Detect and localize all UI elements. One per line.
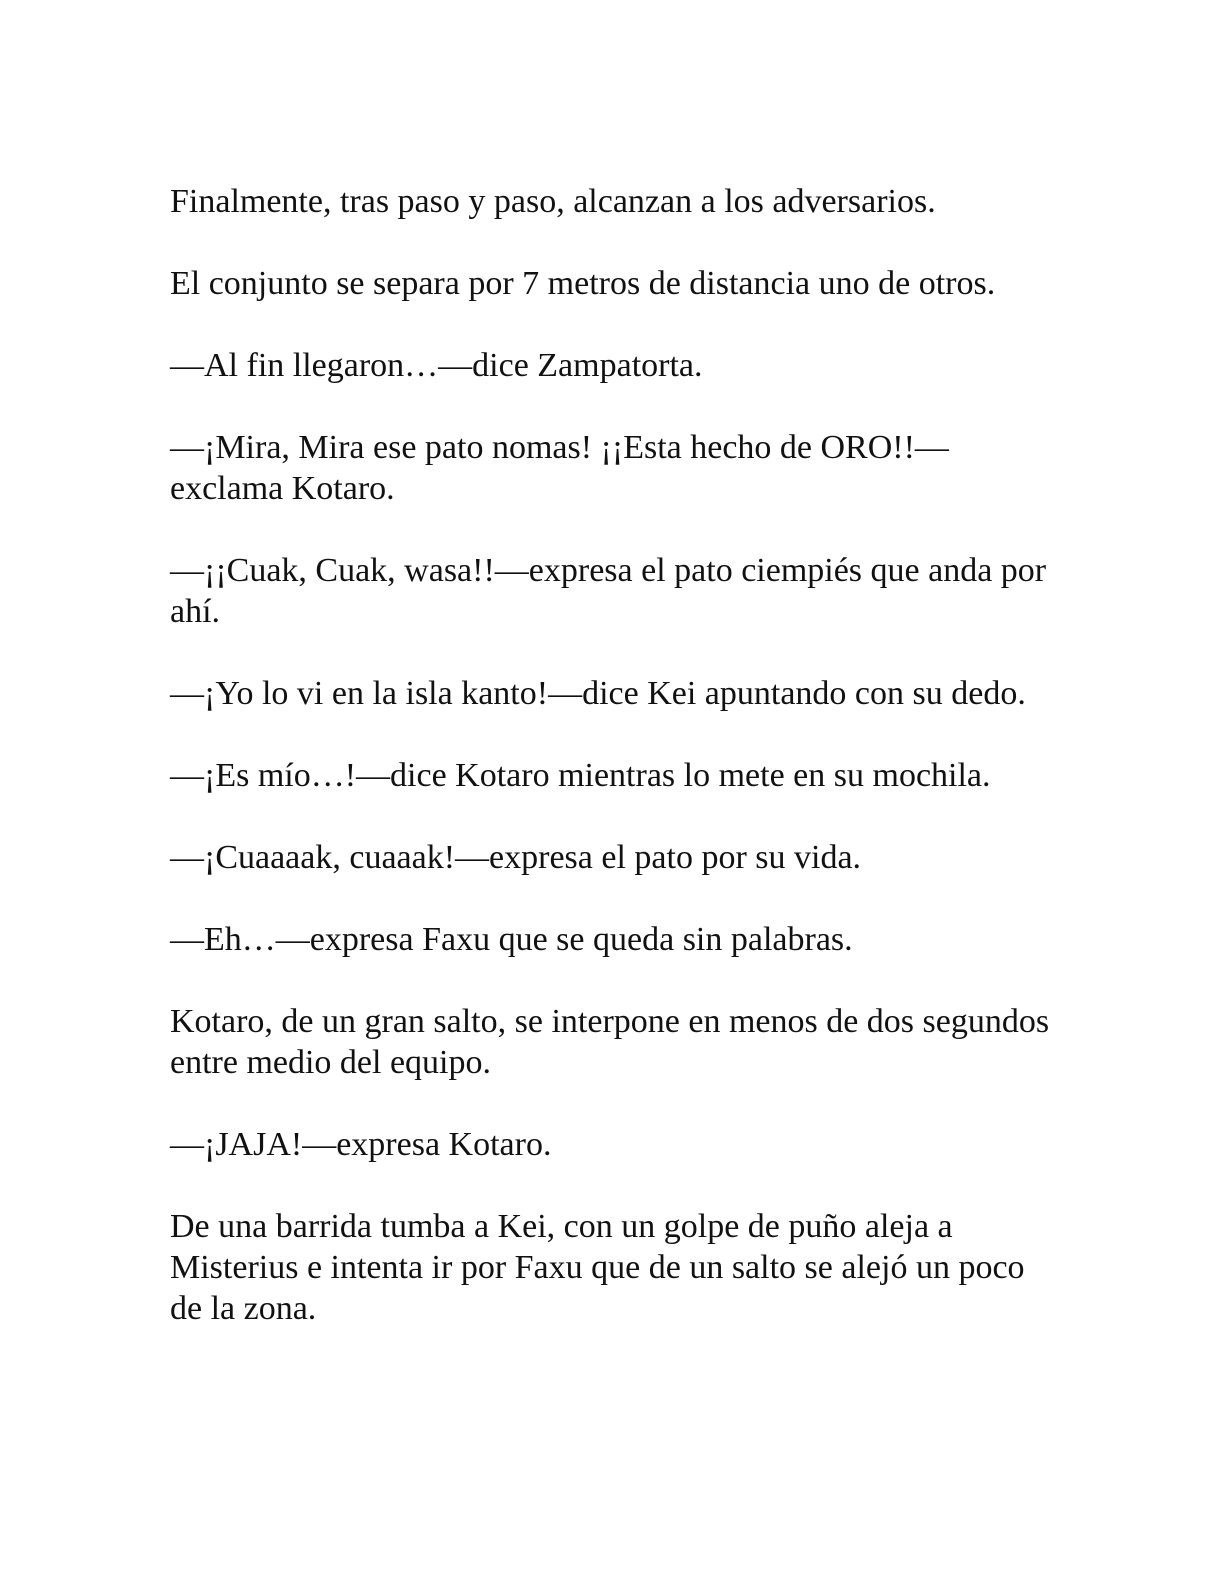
dialogue-paragraph: —¡Mira, Mira ese pato nomas! ¡¡Esta hecho de ORO!!—exclama Kotaro. <box>170 429 949 507</box>
dialogue-paragraph: —¡Es mío…!—dice Kotaro mientras lo mete en su mochila. <box>170 757 991 794</box>
dialogue-paragraph: —¡Yo lo vi en la isla kanto!—dice Kei apuntando con su dedo. <box>170 675 1026 712</box>
dialogue-paragraph: —¡Cuaaaak, cuaaak!—expresa el pato por su vida. <box>170 839 862 876</box>
paragraph: De una barrida tumba a Kei, con un golpe de puño aleja a Misterius e intenta ir por Faxu que de un salto se alejó un poco de la zona. <box>170 1208 1025 1327</box>
paragraph: Finalmente, tras paso y paso, alcanzan a los adversarios. <box>170 183 936 220</box>
dialogue-paragraph: —Al fin llegaron…—dice Zampatorta. <box>170 347 703 384</box>
dialogue-paragraph: —¡JAJA!—expresa Kotaro. <box>170 1126 552 1163</box>
document-body <box>170 181 1050 1370</box>
paragraph: Kotaro, de un gran salto, se interpone en menos de dos segundos entre medio del equipo. <box>170 1003 1050 1081</box>
paragraph: El conjunto se separa por 7 metros de distancia uno de otros. <box>170 265 996 302</box>
dialogue-paragraph: —Eh…—expresa Faxu que se queda sin palabras. <box>170 921 853 958</box>
dialogue-paragraph: —¡¡Cuak, Cuak, wasa!!—expresa el pato ciempiés que anda por ahí. <box>170 552 1047 630</box>
